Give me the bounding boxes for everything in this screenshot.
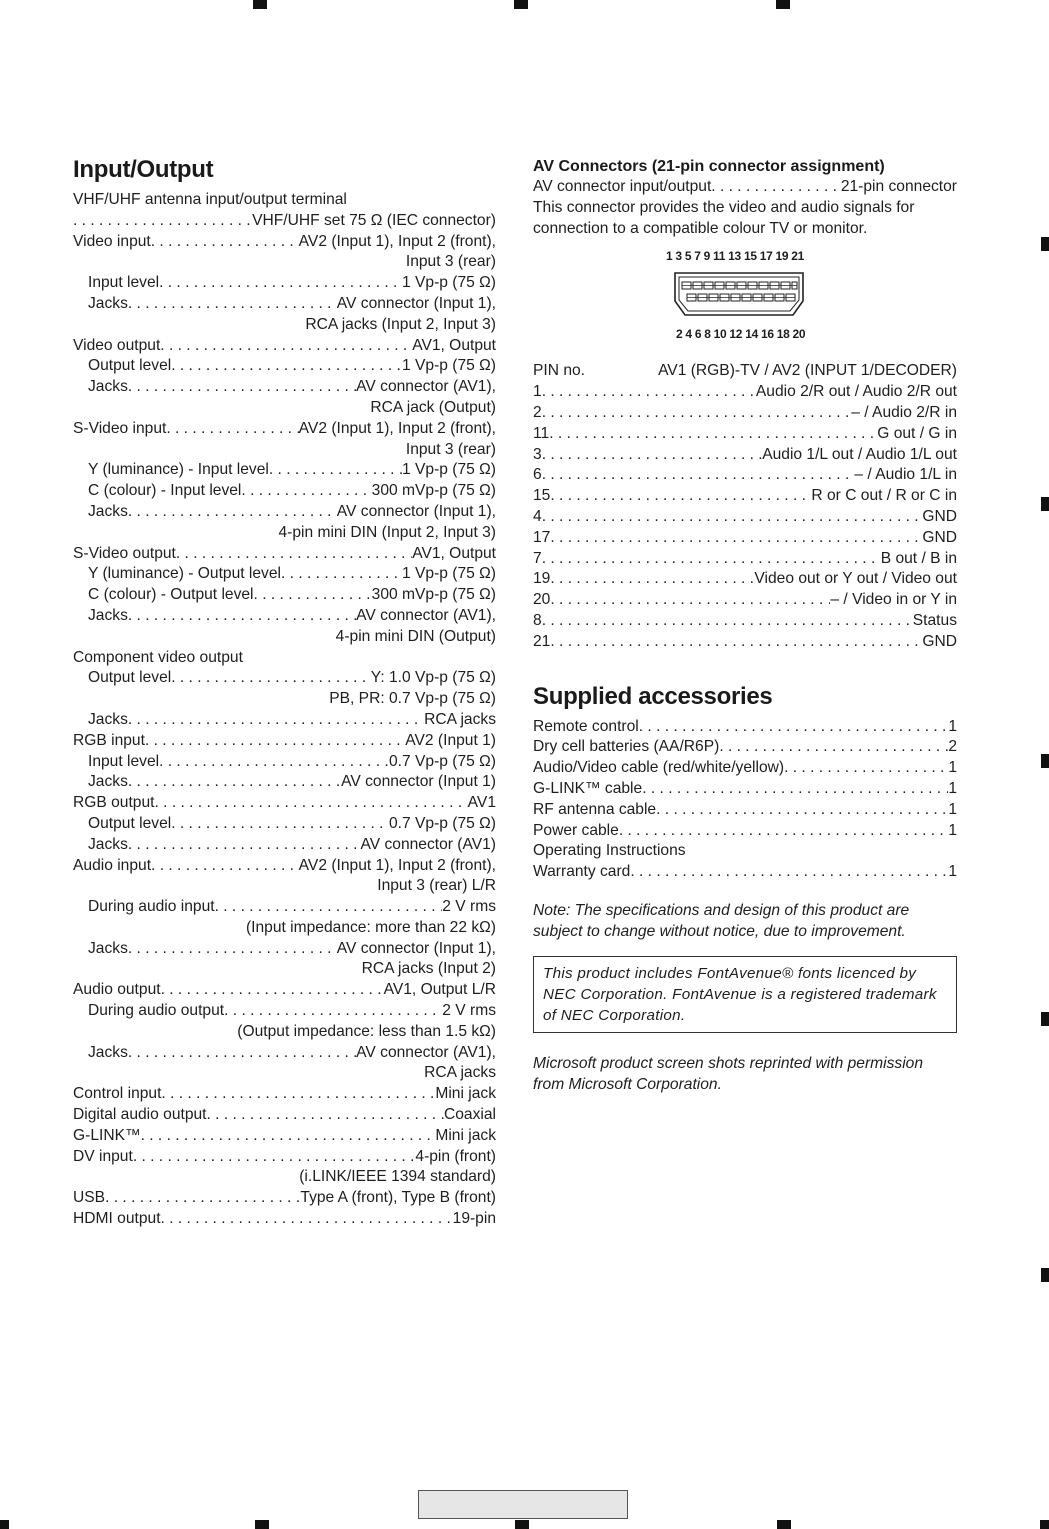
accessory-item xyxy=(533,821,957,842)
spec-label: Jacks xyxy=(88,606,128,624)
pin-row xyxy=(533,590,957,611)
accessories-title: Supplied accessories xyxy=(533,682,773,710)
registration-mark xyxy=(514,0,528,9)
pin-row xyxy=(533,611,957,632)
registration-mark xyxy=(515,1520,529,1529)
pin-assignment-list xyxy=(533,382,957,652)
spec-value: 21-pin connector xyxy=(840,178,957,195)
spec-value: 1 Vp-p (75 Ω) xyxy=(402,274,496,292)
av-connectors-title: AV Connectors (21-pin connector assignment) xyxy=(533,158,885,175)
spec-label: Input level xyxy=(88,752,160,770)
spec-value: 0.7 Vp-p (75 Ω) xyxy=(388,814,496,832)
spec-value: AV2 (Input 1), Input 2 (front), xyxy=(298,232,496,250)
spec-row xyxy=(73,606,496,627)
spec-row xyxy=(73,460,496,481)
spec-row xyxy=(73,772,496,793)
pin-row xyxy=(533,465,957,486)
spec-label: Jacks xyxy=(88,710,128,728)
spec-heading: VHF/UHF antenna input/output terminal xyxy=(73,191,347,208)
spec-label: Y (luminance) - Input level xyxy=(88,461,269,479)
spec-label: Digital audio output xyxy=(73,1106,207,1124)
pin-number: 7 xyxy=(533,549,542,567)
spec-label: C (colour) - Output level xyxy=(88,586,254,604)
input-output-section xyxy=(73,156,496,1230)
spec-row xyxy=(73,502,496,523)
spec-label: RGB output xyxy=(73,794,155,812)
spec-label: Jacks xyxy=(88,502,128,520)
spec-label: During audio input xyxy=(88,898,215,916)
registration-mark xyxy=(1041,1268,1049,1282)
registration-mark xyxy=(1041,237,1049,251)
spec-value: AV1, Output L/R xyxy=(383,981,496,999)
spec-row xyxy=(73,1147,496,1168)
accessory-item xyxy=(533,862,957,883)
spec-value: RCA jacks xyxy=(424,710,496,728)
spec-value: AV connector (Input 1) xyxy=(341,773,496,791)
spec-label: Video input xyxy=(73,232,151,250)
spec-heading: Component video output xyxy=(73,648,243,666)
spec-row xyxy=(73,585,496,606)
specification-note: Note: The specifications and design of this product are subject to change without notice, due to improvement. xyxy=(533,901,910,940)
spec-value: 1 xyxy=(948,717,957,735)
spec-continuation: (Input impedance: more than 22 kΩ) xyxy=(245,918,496,936)
spec-row xyxy=(73,856,496,877)
spec-label: Remote control xyxy=(533,717,639,735)
spec-continuation: Input 3 (rear) L/R xyxy=(377,877,496,895)
spec-value: 1 Vp-p (75 Ω) xyxy=(402,357,496,375)
spec-label: USB xyxy=(73,1189,106,1207)
spec-label: Dry cell batteries (AA/R6P) xyxy=(533,738,720,756)
spec-row xyxy=(73,1043,496,1064)
spec-value: AV connector (AV1), xyxy=(356,378,496,396)
pin-row xyxy=(533,486,957,507)
spec-value: AV connector (AV1), xyxy=(356,1043,496,1061)
spec-label: Jacks xyxy=(88,1043,128,1061)
spec-value: AV1, Output xyxy=(412,544,496,562)
spec-row xyxy=(73,1084,496,1105)
spec-value: 1 xyxy=(948,821,957,839)
pin-description: Audio 1/L out / Audio 1/L out xyxy=(762,445,957,463)
spec-value: 19-pin xyxy=(452,1210,496,1228)
spec-label: Audio/Video cable (red/white/yellow) xyxy=(533,759,785,777)
spec-value: AV2 (Input 1), Input 2 (front), xyxy=(298,856,496,874)
pin-number: 4 xyxy=(533,507,542,525)
accessory-item xyxy=(533,717,957,738)
spec-row xyxy=(73,835,496,856)
spec-label: Jacks xyxy=(88,835,128,853)
spec-label: Jacks xyxy=(88,378,128,396)
spec-row xyxy=(73,980,496,1001)
spec-label: S-Video input xyxy=(73,419,167,437)
spec-value: Mini jack xyxy=(435,1126,496,1144)
spec-row xyxy=(73,419,496,440)
accessory-item xyxy=(533,779,957,800)
pin-number: 19 xyxy=(533,570,551,588)
spec-value: VHF/UHF set 75 Ω (IEC connector) xyxy=(252,211,496,229)
spec-continuation: (Output impedance: less than 1.5 kΩ) xyxy=(237,1022,496,1040)
right-column xyxy=(533,156,957,1095)
pin-description: GND xyxy=(922,528,957,546)
registration-mark xyxy=(1041,1012,1049,1026)
spec-row xyxy=(73,544,496,565)
spec-row xyxy=(73,1105,496,1126)
accessory-item xyxy=(533,758,957,779)
pin-number: 2 xyxy=(533,403,542,421)
spec-row xyxy=(73,377,496,398)
spec-row xyxy=(73,1188,496,1209)
spec-continuation: RCA jacks (Input 2) xyxy=(361,960,496,978)
spec-value: Type A (front), Type B (front) xyxy=(300,1189,496,1207)
spec-label: Warranty card xyxy=(533,863,631,881)
pin-number: 21 xyxy=(533,632,551,650)
spec-value: AV connector (AV1) xyxy=(360,835,496,853)
av-connector-description: This connector provides the video and audio signals for connection to a compatible colour TV or monitor. xyxy=(533,198,915,237)
pin-row xyxy=(533,445,957,466)
spec-value: AV2 (Input 1), Input 2 (front), xyxy=(298,419,496,437)
spec-value: 1 xyxy=(948,863,957,881)
spec-value: 300 mVp-p (75 Ω) xyxy=(371,586,496,604)
spec-label: Jacks xyxy=(88,773,128,791)
pin-row xyxy=(533,549,957,570)
input-output-title: Input/Output xyxy=(73,156,214,183)
spec-label: HDMI output xyxy=(73,1210,161,1228)
registration-mark xyxy=(1041,754,1049,768)
spec-label: Control input xyxy=(73,1085,162,1103)
registration-mark xyxy=(1041,497,1049,511)
registration-mark xyxy=(1040,1520,1049,1529)
pin-description: R or C out / R or C in xyxy=(811,487,957,505)
page-footer-box xyxy=(418,1490,628,1519)
spec-row xyxy=(73,232,496,253)
input-output-list xyxy=(73,190,496,1230)
spec-value: 2 V rms xyxy=(442,898,496,916)
spec-value: Y: 1.0 Vp-p (75 Ω) xyxy=(370,669,496,687)
spec-label: C (colour) - Input level xyxy=(88,482,242,500)
spec-label: Jacks xyxy=(88,939,128,957)
spec-row xyxy=(73,939,496,960)
microsoft-notice: Microsoft product screen shots reprinted with permission from Microsoft Corporation. xyxy=(533,1054,924,1093)
pin-row xyxy=(533,424,957,445)
pin-table-header xyxy=(533,361,957,382)
spec-value: AV2 (Input 1) xyxy=(405,731,496,749)
pin-description: Audio 2/R out / Audio 2/R out xyxy=(755,383,957,401)
spec-label: S-Video output xyxy=(73,544,176,562)
spec-label: Audio input xyxy=(73,856,152,874)
spec-value: 300 mVp-p (75 Ω) xyxy=(371,482,496,500)
spec-continuation: RCA jack (Output) xyxy=(370,398,496,416)
spec-value: AV1 xyxy=(467,794,496,812)
spec-row xyxy=(73,1209,496,1230)
accessory-item xyxy=(533,800,957,821)
spec-continuation: PB, PR: 0.7 Vp-p (75 Ω) xyxy=(329,690,496,708)
spec-value: AV connector (Input 1), xyxy=(336,939,496,957)
pin-header-label: PIN no. xyxy=(533,362,586,380)
pin-number: 6 xyxy=(533,466,542,484)
spec-continuation: 4-pin mini DIN (Input 2, Input 3) xyxy=(278,523,496,541)
spec-continuation: (i.LINK/IEEE 1394 standard) xyxy=(299,1168,496,1186)
spec-label: G-LINK™ xyxy=(73,1126,141,1144)
pin-number: 15 xyxy=(533,487,551,505)
spec-row xyxy=(73,564,496,585)
spec-value: 2 V rms xyxy=(442,1002,496,1020)
spec-label: Y (luminance) - Output level xyxy=(88,565,281,583)
spec-label: Output level xyxy=(88,669,172,687)
spec-label: RGB input xyxy=(73,731,145,749)
registration-mark xyxy=(253,0,267,9)
spec-label: Output level xyxy=(88,814,172,832)
pin-number: 8 xyxy=(533,611,542,629)
spec-row xyxy=(73,731,496,752)
spec-label: During audio output xyxy=(88,1002,225,1020)
spec-row xyxy=(73,897,496,918)
pin-row xyxy=(533,632,957,653)
spec-continuation: Input 3 (rear) xyxy=(405,440,496,458)
spec-row xyxy=(73,668,496,689)
accessory-item: Operating Instructions xyxy=(533,842,686,860)
spec-row xyxy=(73,336,496,357)
pin-description: G out / G in xyxy=(877,424,957,442)
spec-row xyxy=(73,356,496,377)
spec-label: Input level xyxy=(88,274,160,292)
spec-value: 1 xyxy=(948,779,957,797)
spec-row xyxy=(73,814,496,835)
pin-description: Status xyxy=(912,611,957,629)
registration-mark xyxy=(777,1520,791,1529)
pin-numbers-top: 1 3 5 7 9 11 13 15 17 19 21 xyxy=(666,249,805,264)
spec-row xyxy=(73,481,496,502)
spec-label: Audio output xyxy=(73,981,161,999)
spec-value: AV connector (Input 1), xyxy=(336,502,496,520)
spec-continuation: RCA jacks (Input 2, Input 3) xyxy=(305,315,496,333)
spec-value: Coaxial xyxy=(443,1106,496,1124)
av-connector-io-row xyxy=(533,177,957,198)
spec-label: Output level xyxy=(88,357,172,375)
scart-connector-diagram xyxy=(533,249,957,351)
spec-row xyxy=(73,793,496,814)
pin-row xyxy=(533,528,957,549)
spec-continuation: RCA jacks xyxy=(424,1064,496,1082)
pin-header-description: AV1 (RGB)-TV / AV2 (INPUT 1/DECODER) xyxy=(658,362,957,380)
pin-number: 11 xyxy=(533,424,550,442)
spec-continuation: 4-pin mini DIN (Output) xyxy=(335,627,496,645)
spec-value: AV connector (AV1), xyxy=(356,606,496,624)
spec-row xyxy=(73,294,496,315)
spec-row xyxy=(73,752,496,773)
spec-label: Power cable xyxy=(533,821,619,839)
pin-description: B out / B in xyxy=(880,549,957,567)
spec-value: 1 xyxy=(948,800,957,818)
accessories-list xyxy=(533,717,957,883)
registration-mark xyxy=(776,0,790,9)
registration-mark xyxy=(255,1520,269,1529)
spec-row xyxy=(73,1126,496,1147)
spec-label: DV input xyxy=(73,1147,133,1165)
accessory-item xyxy=(533,737,957,758)
pin-description: – / Audio 1/L in xyxy=(854,466,957,484)
spec-value: Mini jack xyxy=(435,1085,496,1103)
spec-value: 1 xyxy=(948,759,957,777)
pin-number: 17 xyxy=(533,528,551,546)
spec-row xyxy=(73,211,496,232)
spec-row xyxy=(73,273,496,294)
spec-label: RF antenna cable xyxy=(533,800,657,818)
pin-row xyxy=(533,382,957,403)
pin-description: GND xyxy=(922,507,957,525)
spec-label: Video output xyxy=(73,336,161,354)
spec-row xyxy=(73,1001,496,1022)
scart-connector-icon xyxy=(669,269,809,321)
spec-row xyxy=(73,710,496,731)
spec-value: AV connector (Input 1), xyxy=(336,294,496,312)
pin-row xyxy=(533,569,957,590)
spec-value: 4-pin (front) xyxy=(415,1147,496,1165)
pin-number: 3 xyxy=(533,445,542,463)
registration-mark xyxy=(0,1520,9,1529)
pin-row xyxy=(533,403,957,424)
pin-description: Video out or Y out / Video out xyxy=(754,570,957,588)
fontavenue-notice: This product includes FontAvenue® fonts licenced by NEC Corporation. FontAvenue is a registered trademark of NEC Corporation. xyxy=(533,956,957,1033)
pin-description: – / Audio 2/R in xyxy=(851,403,957,421)
pin-number: 20 xyxy=(533,591,551,609)
spec-value: 0.7 Vp-p (75 Ω) xyxy=(388,752,496,770)
pin-row xyxy=(533,507,957,528)
pin-numbers-bottom: 2 4 6 8 10 12 14 16 18 20 xyxy=(676,327,806,342)
spec-label: Jacks xyxy=(88,294,128,312)
pin-description: – / Video in or Y in xyxy=(830,591,957,609)
spec-continuation: Input 3 (rear) xyxy=(405,253,496,271)
spec-value: 1 Vp-p (75 Ω) xyxy=(402,565,496,583)
spec-value: 1 Vp-p (75 Ω) xyxy=(402,461,496,479)
pin-description: GND xyxy=(922,632,957,650)
pin-number: 1 xyxy=(533,383,542,401)
spec-value: AV1, Output xyxy=(412,336,496,354)
spec-label: G-LINK™ cable xyxy=(533,779,643,797)
spec-label: AV connector input/output xyxy=(533,178,712,195)
spec-value: 2 xyxy=(948,738,957,756)
